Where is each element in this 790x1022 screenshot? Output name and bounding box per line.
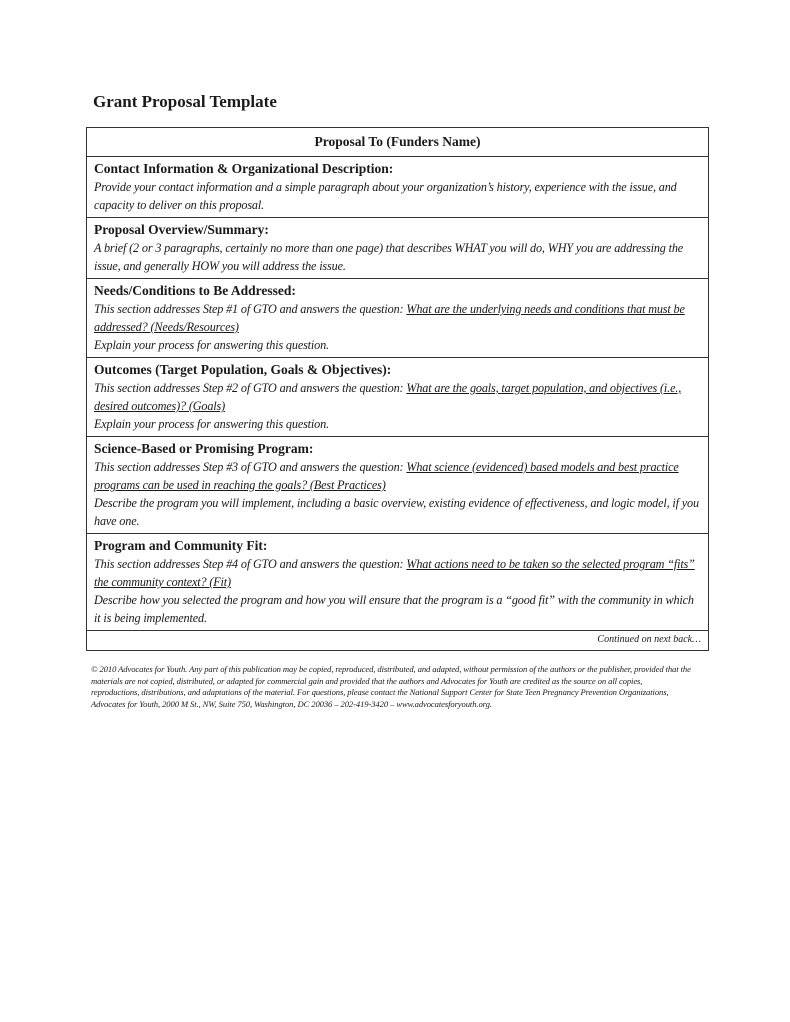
continued-note: Continued on next back… [87,631,709,651]
gto-question: What science (evidenced) based models and best practice programs can be used in reaching the goals? (Best Practices) [94,460,679,492]
section-title: Outcomes (Target Population, Goals & Objectives): [94,362,392,377]
section-description: Explain your process for answering this question. [94,338,329,352]
section-row [87,279,709,358]
section-intro: This section addresses Step #1 of GTO and answers the question: [94,302,407,316]
section-row [87,157,709,218]
section-science-based-program [87,437,709,534]
section-contact-information [87,157,709,218]
section-outcomes [87,358,709,437]
gto-question: What are the underlying needs and conditions that must be addressed? (Needs/Resources) [94,302,685,334]
section-intro: This section addresses Step #2 of GTO and answers the question: [94,381,407,395]
section-question-line [94,555,701,591]
gto-question: What actions need to be taken so the selected program “fits” the community context? (Fit) [94,557,695,589]
section-title: Contact Information & Organizational Description: [94,161,394,176]
section-description: Describe the program you will implement, including a basic overview, existing evidence of effectiveness, and logic model, if you have one. [94,496,699,528]
section-title: Proposal Overview/Summary: [94,222,269,237]
copyright-footer: © 2010 Advocates for Youth. Any part of this publication may be copied, reproduced, distributed, and adapted, without permission of the authors or the publisher, provided that the materials are not copied, distributed, or adapted for commercial gain and provided that the authors and Advocates for Youth are credited as the source on all copies, reproductions, distributions, and adaptations of the material. For questions, please contact the National Support Center for State Teen Pregnancy Prevention Organizations, Advocates for Youth, 2000 M St., NW, Suite 750, Washington, DC 20036 – 202-419-3420 – www.advocatesforyouth.org. [91,664,691,709]
section-intro: This section addresses Step #4 of GTO and answers the question: [94,557,407,571]
section-row [87,218,709,279]
section-program-community-fit [87,534,709,631]
section-question-line [94,458,701,494]
table-header-row [87,128,709,157]
section-title: Needs/Conditions to Be Addressed: [94,283,296,298]
section-title: Program and Community Fit: [94,538,268,553]
section-proposal-overview [87,218,709,279]
section-needs-conditions [87,279,709,358]
section-description: Explain your process for answering this question. [94,417,329,431]
section-description: Provide your contact information and a simple paragraph about your organization’s history, experience with the issue, and capacity to deliver on this proposal. [94,180,677,212]
section-question-line [94,300,701,336]
funders-name-header: Proposal To (Funders Name) [87,128,709,157]
continued-row [87,631,709,651]
section-title: Science-Based or Promising Program: [94,441,314,456]
section-question-line [94,379,701,415]
gto-question: What are the goals, target population, and objectives (i.e., desired outcomes)? (Goals) [94,381,682,413]
section-intro: This section addresses Step #3 of GTO and answers the question: [94,460,407,474]
section-row [87,437,709,534]
document-title: Grant Proposal Template [93,92,277,111]
section-description: Describe how you selected the program and how you will ensure that the program is a “good fit” with the community in which it is being implemented. [94,593,694,625]
proposal-table [86,127,709,651]
section-description: A brief (2 or 3 paragraphs, certainly no more than one page) that describes WHAT you will do, WHY you are addressing the issue, and generally HOW you will address the issue. [94,241,684,273]
section-row [87,358,709,437]
section-row [87,534,709,631]
